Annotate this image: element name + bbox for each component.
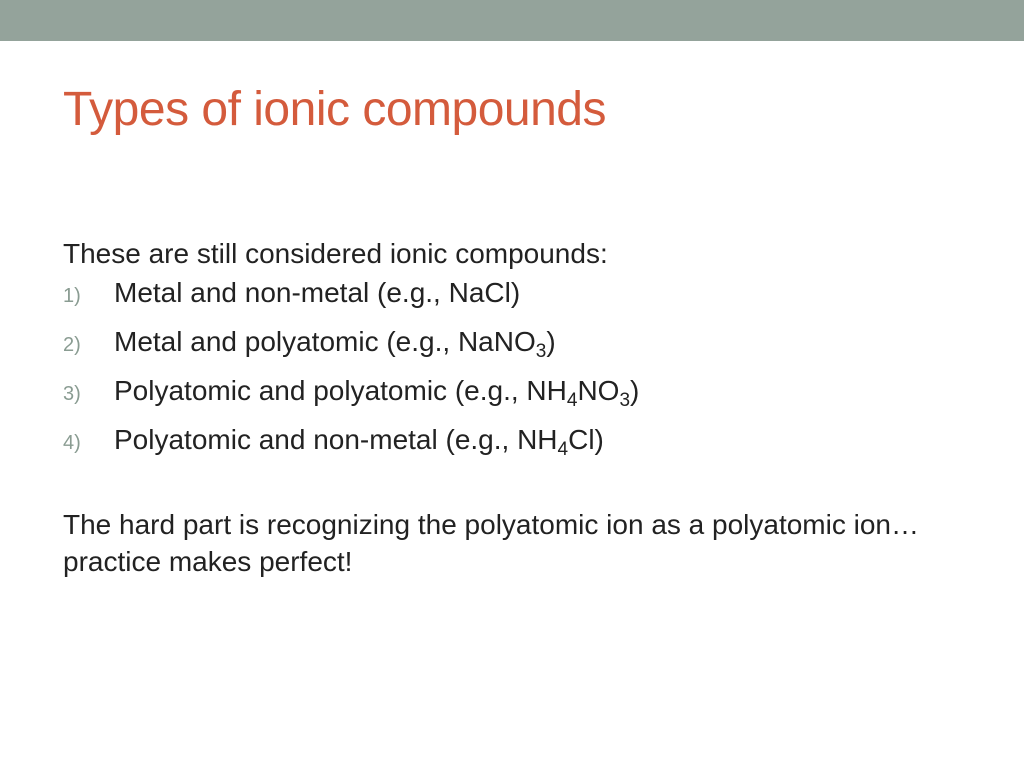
slide-title: Types of ionic compounds (63, 83, 606, 136)
list-number: 3) (63, 383, 81, 405)
list-item-text: Polyatomic and non-metal (e.g., $NH_4Cl$) (114, 424, 604, 460)
compound-list (63, 275, 963, 471)
list-item-text: Metal and polyatomic (e.g., NaNO$_3$) (114, 326, 556, 362)
closing-text: The hard part is recognizing the polyatomic ion as a polyatomic ion…practice makes perfect! (63, 509, 919, 578)
slide-body (63, 236, 963, 608)
list-number: 1) (63, 285, 81, 307)
list-number: 2) (63, 334, 81, 356)
intro-text: These are still considered ionic compounds: (63, 238, 608, 269)
list-item (63, 422, 963, 471)
list-item-text: Polyatomic and polyatomic (e.g., $NH_4NO_3$) (114, 375, 640, 411)
list-item (63, 275, 963, 324)
top-accent-bar (0, 0, 1024, 41)
list-item (63, 324, 963, 373)
list-item-text: Metal and non-metal (e.g., NaCl) (114, 277, 521, 308)
list-number: 4) (63, 432, 81, 454)
list-item (63, 373, 963, 422)
